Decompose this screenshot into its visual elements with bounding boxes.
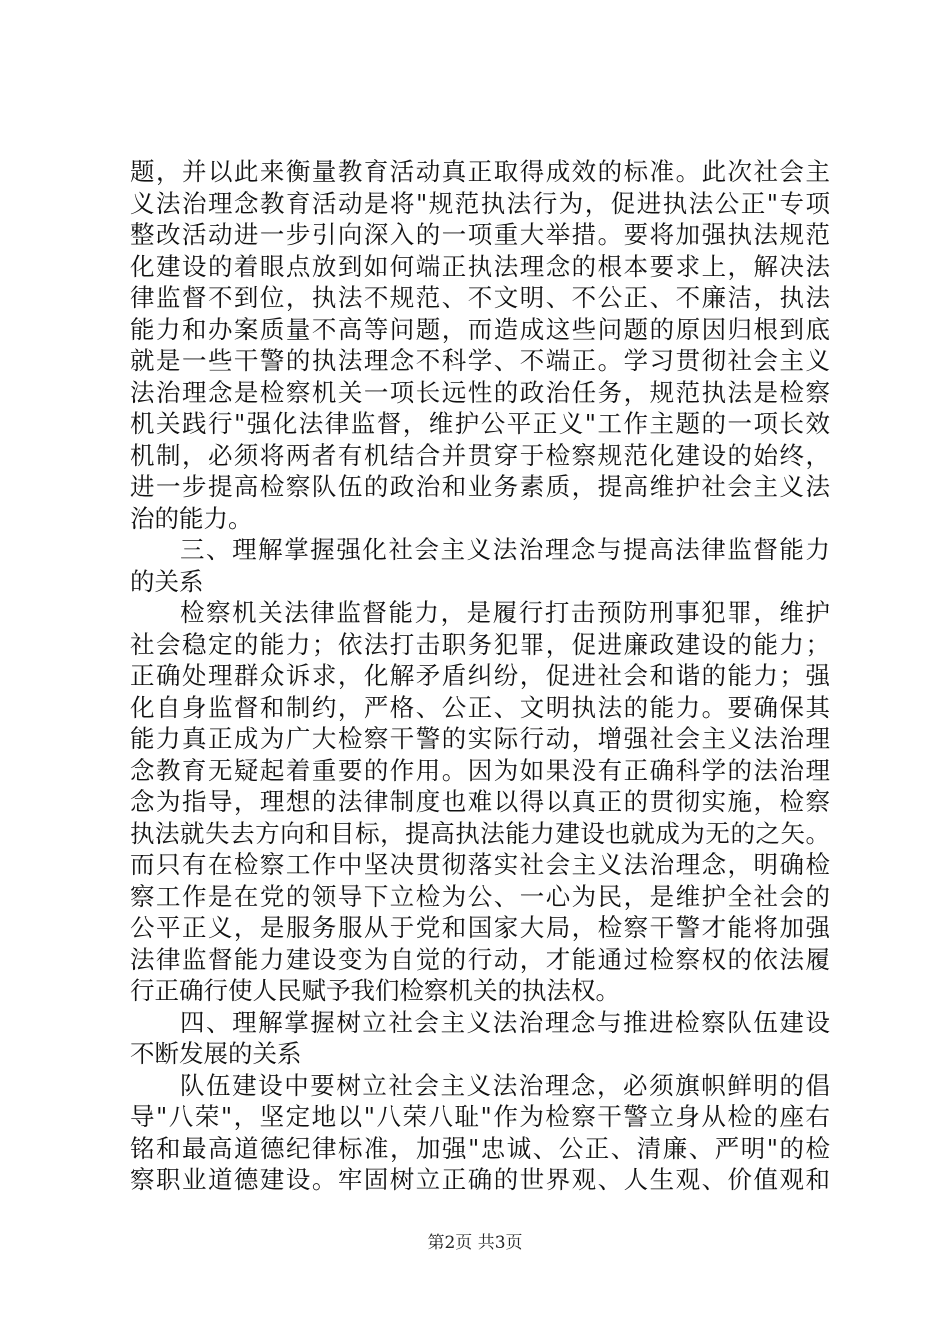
text-line: 导"八荣"，坚定地以"八荣八耻"作为检察干警立身从检的座右 <box>130 1102 830 1131</box>
text-line: 就是一些干警的执法理念不科学、不端正。学习贯彻社会主义 <box>130 346 830 375</box>
document-body <box>130 156 830 1196</box>
text-line: 检察机关法律监督能力，是履行打击预防刑事犯罪，维护 <box>180 598 830 627</box>
text-line: 治的能力。 <box>130 503 253 533</box>
text-line: 义法治理念教育活动是将"规范执法行为，促进执法公正"专项 <box>130 188 830 218</box>
text-line: 的关系 <box>130 566 204 596</box>
text-line: 队伍建设中要树立社会主义法治理念，必须旗帜鲜明的倡 <box>180 1070 830 1100</box>
text-line: 法律监督能力建设变为自觉的行动，才能通过检察权的依法履 <box>130 944 830 974</box>
page-number: 第2页 共3页 <box>427 1233 523 1253</box>
text-line: 化建设的着眼点放到如何端正执法理念的根本要求上，解决法 <box>130 251 830 281</box>
text-line: 题，并以此来衡量教育活动真正取得成效的标准。此次社会主 <box>130 157 830 186</box>
text-line: 整改活动进一步引向深入的一项重大举措。要将加强执法规范 <box>130 220 830 249</box>
text-line: 执法就失去方向和目标，提高执法能力建设也就成为无的之矢。 <box>130 818 830 848</box>
text-line: 能力和办案质量不高等问题，而造成这些问题的原因归根到底 <box>130 314 830 344</box>
text-line: 四、理解掌握树立社会主义法治理念与推进检察队伍建设 <box>180 1007 830 1037</box>
text-line: 三、理解掌握强化社会主义法治理念与提高法律监督能力 <box>180 535 830 564</box>
text-line: 念为指导，理想的法律制度也难以得以真正的贯彻实施，检察 <box>130 787 830 816</box>
text-line: 法治理念是检察机关一项长远性的政治任务，规范执法是检察 <box>130 377 830 407</box>
text-line: 行正确行使人民赋予我们检察机关的执法权。 <box>130 976 620 1005</box>
text-line: 机关践行"强化法律监督，维护公平正义"工作主题的一项长效 <box>130 409 830 438</box>
text-line: 察职业道德建设。牢固树立正确的世界观、人生观、价值观和 <box>130 1165 830 1194</box>
text-line: 社会稳定的能力；依法打击职务犯罪，促进廉政建设的能力； <box>130 629 830 659</box>
text-line: 进一步提高检察队伍的政治和业务素质，提高维护社会主义法 <box>130 472 830 501</box>
text-line: 念教育无疑起着重要的作用。因为如果没有正确科学的法治理 <box>130 755 830 785</box>
text-line: 机制，必须将两者有机结合并贯穿于检察规范化建设的始终， <box>130 440 830 470</box>
text-line: 化自身监督和制约，严格、公正、文明执法的能力。要确保其 <box>130 692 830 722</box>
text-line: 不断发展的关系 <box>130 1039 302 1068</box>
text-line: 铭和最高道德纪律标准，加强"忠诚、公正、清廉、严明"的检 <box>130 1133 830 1163</box>
text-line: 察工作是在党的领导下立检为公、一心为民，是维护全社会的 <box>130 881 830 911</box>
text-line: 能力真正成为广大检察干警的实际行动，增强社会主义法治理 <box>130 724 830 753</box>
text-line: 律监督不到位，执法不规范、不文明、不公正、不廉洁，执法 <box>130 283 830 312</box>
text-line: 而只有在检察工作中坚决贯彻落实社会主义法治理念，明确检 <box>130 850 830 879</box>
page-footer <box>0 1232 950 1254</box>
text-line: 公平正义，是服务服从于党和国家大局，检察干警才能将加强 <box>130 913 830 942</box>
text-line: 正确处理群众诉求，化解矛盾纠纷，促进社会和谐的能力；强 <box>130 661 830 690</box>
